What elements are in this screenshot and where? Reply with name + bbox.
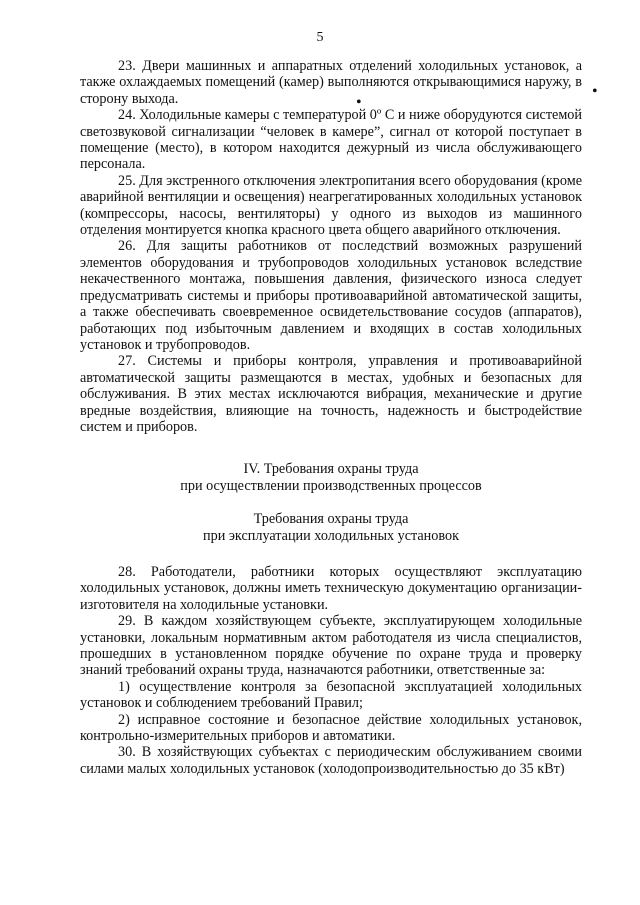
paragraph-29-item-2: 2) исправное состояние и безопасное действие холодильных установок, контрольно-измерительных приборов и автоматики. bbox=[80, 711, 582, 745]
paragraph-29: 29. В каждом хозяйствующем субъекте, эксплуатирующем холодильные установки, локальным нормативным актом работодателя из числа специалистов, прошедших в установленном порядке обучение по охране труда и проверку знаний требований охраны труда, назначаются работники, ответственные за: bbox=[80, 613, 582, 679]
paragraph-30: 30. В хозяйствующих субъектах с периодическим обслуживанием своими силами малых холодильных установок (холодопроизводительностью до 35 кВт) bbox=[80, 744, 582, 777]
section-heading-line1: IV. Требования охраны труда bbox=[243, 461, 419, 478]
scan-speck-mark-right: • bbox=[592, 83, 598, 100]
paragraph-27: 27. Системы и приборы контроля, управления и противоаварийной автоматической защиты размещаются в местах, удобных и безопасных для обслуживания. В этих местах исключаются вибрация, механические и другие вредные воздействия, влияющие на точность, надежность и быстродействие систем и приборов. bbox=[80, 353, 582, 435]
paragraph-23: 23. Двери машинных и аппаратных отделений холодильных установок, а также охлаждаемых помещений (камер) выполняются открывающимися наружу, в сторону выхода. bbox=[80, 58, 582, 107]
scan-speck-mark: • bbox=[356, 94, 362, 111]
page-number: 5 bbox=[316, 30, 324, 45]
paragraph-25: 25. Для экстренного отключения электропитания всего оборудования (кроме аварийной вентиляции и освещения) неагрегатированных холодильных установок (компрессоры, насосы, вентиляторы) у одного из выходов из машинного отделения монтируется кнопка красного цвета общего аварийного отключения. bbox=[80, 172, 582, 239]
paragraph-26: 26. Для защиты работников от последствий возможных разрушений элементов оборудования и трубопроводов холодильных установок вследствие некачественного монтажа, повышения давления, физического износа следует предусматривать системы и приборы противоаварийной автоматической защиты, а также обеспечивать своевременное освидетельствование сосудов (аппаратов), работающих под избыточным давлением и входящих в состав холодильных установок и трубопроводов. bbox=[80, 238, 582, 353]
subsection-heading-line2: при эксплуатации холодильных установок bbox=[203, 527, 459, 544]
paragraph-24: 24. Холодильные камеры с температурой 0º С и ниже оборудуются системой светозвуковой сигнализации “человек в камере”, сигнал от которой поступает в помещение (место), в котором находится дежурный из числа обслуживающего персонала. bbox=[80, 107, 582, 173]
subsection-heading-line1: Требования охраны труда bbox=[253, 511, 409, 528]
section-heading-line2: при осуществлении производственных процессов bbox=[180, 477, 482, 494]
document-body bbox=[80, 58, 582, 777]
paragraph-29-item-1: 1) осуществление контроля за безопасной эксплуатацией холодильных установок и соблюдением требований Правил; bbox=[80, 678, 582, 712]
paragraph-28: 28. Работодатели, работники которых осуществляют эксплуатацию холодильных установок, должны иметь техническую документацию организации-изготовителя на холодильные установки. bbox=[80, 563, 582, 613]
